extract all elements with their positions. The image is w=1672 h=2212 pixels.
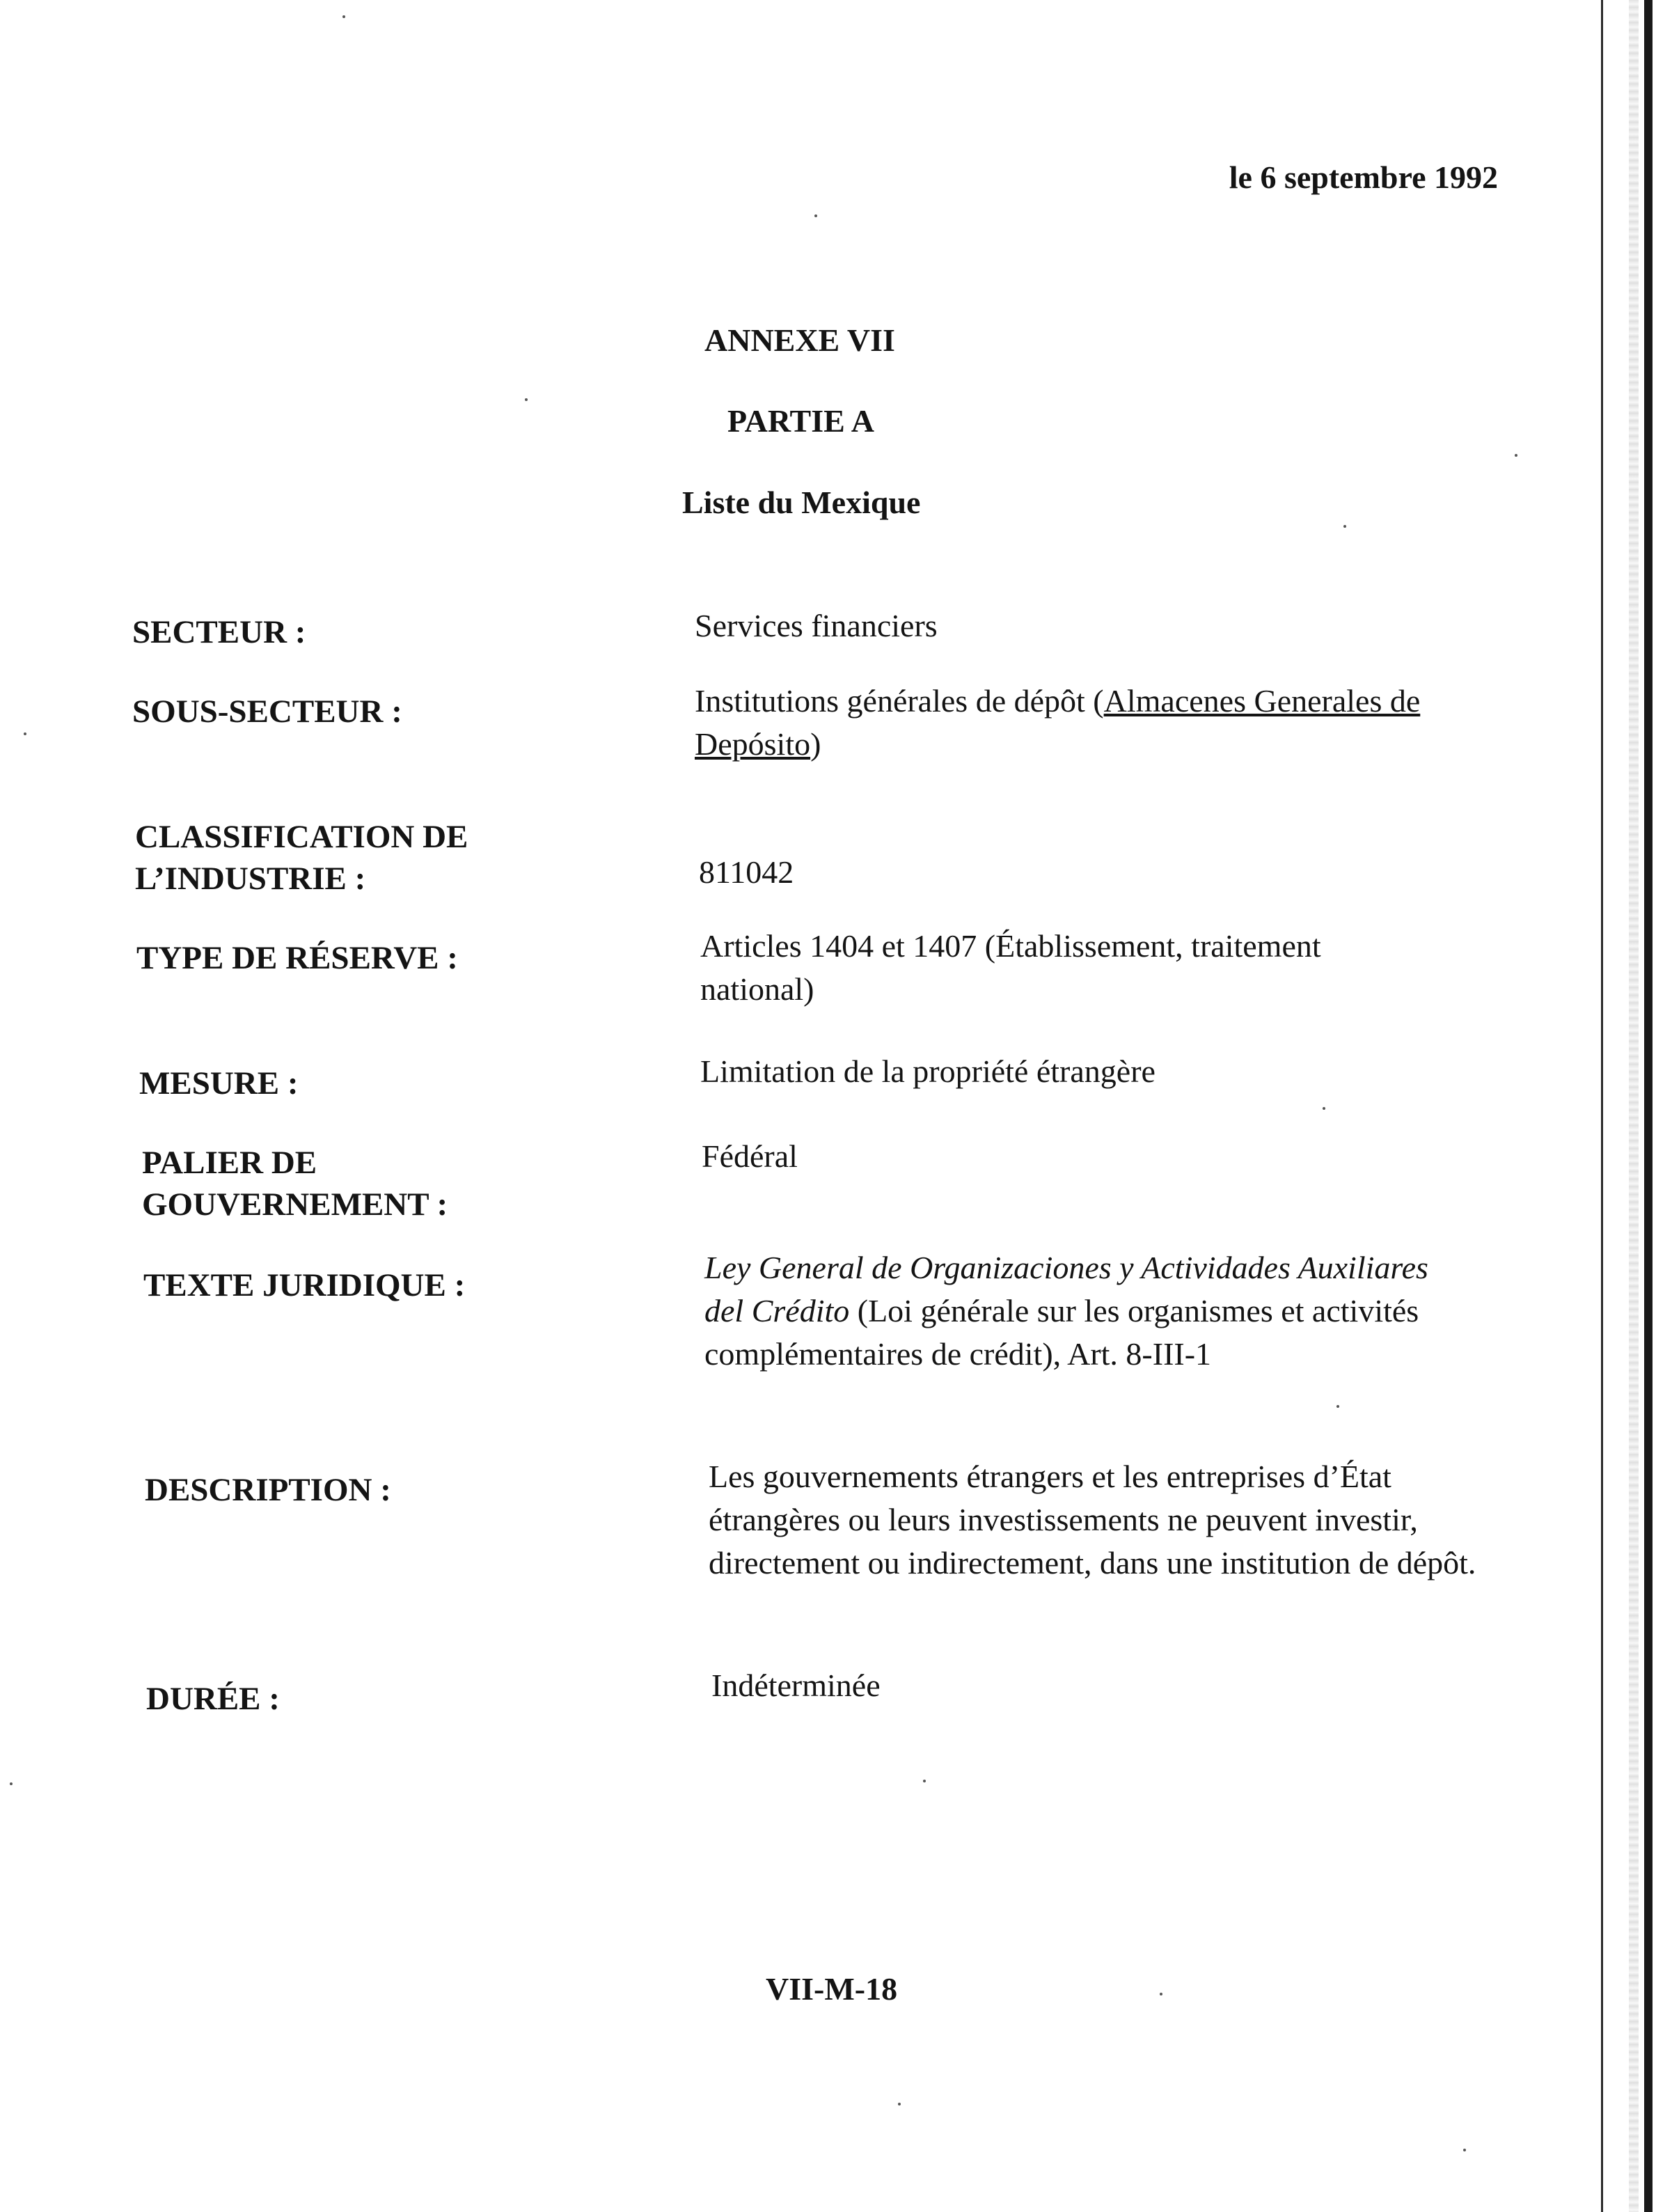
scan-speck <box>10 1782 13 1785</box>
scan-speck <box>1343 525 1346 528</box>
government-level-value: Fédéral <box>702 1138 798 1174</box>
reservation-type-value: Articles 1404 et 1407 (Établissement, traitement national) <box>700 928 1321 1007</box>
document-date: le 6 septembre 1992 <box>1229 159 1498 195</box>
duration-value: Indéterminée <box>711 1668 881 1703</box>
part-title: PARTIE A <box>727 403 874 439</box>
government-level-label-line2: GOUVERNEMENT : <box>142 1186 448 1223</box>
scan-speck <box>1336 1405 1339 1408</box>
scan-speck <box>1463 2149 1466 2151</box>
measure-value: Limitation de la propriété étrangère <box>700 1053 1156 1089</box>
subsector-value-spanish: Almacenes Generales de Depósito <box>695 683 1421 762</box>
scan-speck <box>342 15 345 18</box>
classification-value: 811042 <box>699 854 794 890</box>
list-title: Liste du Mexique <box>682 485 921 520</box>
subsector-label: SOUS-SECTEUR : <box>132 693 402 730</box>
duration-label: DURÉE : <box>146 1681 280 1717</box>
page-number: VII-M-18 <box>766 1971 898 2007</box>
classification-label-line2: L’INDUSTRIE : <box>135 861 366 897</box>
scan-speck <box>24 732 26 735</box>
legal-text-rest: (Loi générale sur les organismes et activités complémentaires de crédit), Art. 8-III-1 <box>704 1293 1419 1372</box>
government-level-label-line1: PALIER DE <box>142 1145 317 1181</box>
scan-edge-shadow <box>1629 0 1639 2212</box>
classification-label-line1: CLASSIFICATION DE <box>135 819 468 855</box>
annex-title: ANNEXE VII <box>704 322 895 358</box>
scan-speck <box>525 398 528 401</box>
scan-speck <box>898 2103 901 2105</box>
legal-text-value <box>704 1246 1463 1376</box>
subsector-value <box>695 680 1467 766</box>
description-value: Les gouvernements étrangers et les entreprises d’État étrangères ou leurs investissements ne peuvent investir, directement ou indirectement, dans une institution de dépôt. <box>709 1459 1476 1580</box>
government-level-label <box>142 1142 448 1225</box>
scan-speck <box>1323 1107 1325 1110</box>
subsector-value-suffix: ) <box>810 726 821 762</box>
scan-speck <box>923 1780 926 1782</box>
sector-value: Services financiers <box>695 608 938 643</box>
legal-text-label: TEXTE JURIDIQUE : <box>143 1267 466 1303</box>
legal-text-title: Ley General de Organizaciones y Actividades Auxiliares del Crédito <box>704 1250 1428 1328</box>
subsector-value-prefix: Institutions générales de dépôt ( <box>695 683 1104 719</box>
measure-label: MESURE : <box>139 1065 299 1101</box>
scan-speck <box>814 214 817 217</box>
scan-speck <box>1160 1993 1162 1995</box>
scan-edge-line <box>1601 0 1603 2212</box>
scan-binding-edge <box>1644 0 1653 2212</box>
sector-label: SECTEUR : <box>132 614 306 650</box>
scan-speck <box>1515 454 1517 457</box>
description-label: DESCRIPTION : <box>145 1472 391 1508</box>
reservation-type-label: TYPE DE RÉSERVE : <box>136 940 458 976</box>
classification-label <box>135 816 468 900</box>
